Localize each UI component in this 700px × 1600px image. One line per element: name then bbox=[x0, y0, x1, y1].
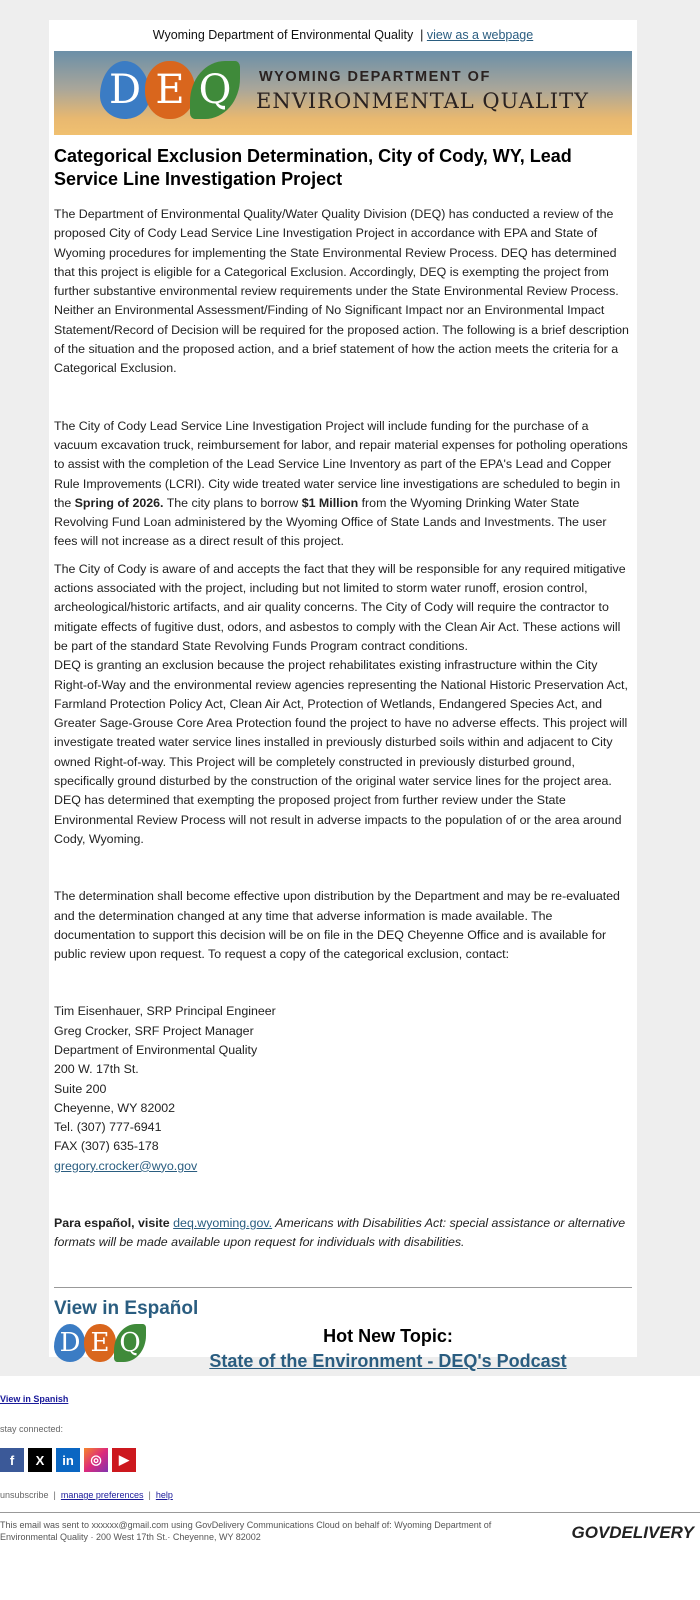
view-in-espanol-link[interactable]: View in Español bbox=[54, 1297, 199, 1319]
deq-banner bbox=[54, 51, 632, 135]
ada-notice: Americans with Disabilities Act: special assistance or alternative formats will be made available upon request for individuals with disabilities. bbox=[54, 1216, 626, 1250]
footer bbox=[0, 1376, 700, 1543]
paragraph-project bbox=[54, 417, 632, 552]
banner-line2: ENVIRONMENTAL QUALITY bbox=[256, 89, 589, 113]
logo-q-leaf-icon: Q bbox=[114, 1324, 146, 1362]
text: Para español, visite bbox=[54, 1216, 174, 1231]
contact-block bbox=[54, 1002, 632, 1176]
sent-to-notice: This email was sent to xxxxxx@gmail.com using GovDelivery Communications Cloud on behalf of: Wyoming Department of Environmental Quality · 200 West 17th St.· Cheyenne, WY 82002 bbox=[0, 1520, 492, 1542]
banner-line1: WYOMING DEPARTMENT OF bbox=[259, 69, 491, 85]
email-link[interactable]: gregory.crocker@wyo.gov bbox=[54, 1158, 198, 1173]
logo-d-drop-icon: D bbox=[54, 1324, 86, 1362]
contact-line: Cheyenne, WY 82002 bbox=[54, 1100, 176, 1115]
header-bar bbox=[54, 20, 632, 51]
contact-line: Greg Crocker, SRF Project Manager bbox=[54, 1023, 254, 1038]
view-in-spanish-link[interactable]: View in Spanish bbox=[0, 1394, 69, 1404]
divider bbox=[54, 1287, 632, 1288]
stay-connected-label: stay connected: bbox=[0, 1424, 64, 1434]
view-as-webpage-link[interactable]: view as a webpage bbox=[426, 28, 534, 42]
hot-topic bbox=[54, 1324, 632, 1374]
logo-d-drop-icon: D bbox=[100, 61, 150, 119]
separator: | bbox=[53, 1490, 56, 1500]
paragraph-determination: The determination shall become effective upon distribution by the Department and may be re-evaluated and the determination changed at any time that adverse information is made available. The documentation to support this decision will be on file in the DEQ Cheyenne Office and is available for public review upon request. To request a copy of the categorical exclusion, contact: bbox=[54, 889, 620, 962]
paragraph-exclusion: DEQ is granting an exclusion because the project rehabilitates existing infrastructure within the City Right-of-Way and the environmental review agencies representing the National Historic Preservation Act, Farmland Protection Policy Act, Clean Air Act, Protection of Wetlands, Endangered Species Act, and Greater Sage-Grouse Core Area Protection found the project to have no adverse effects. This project will investigate treated water service lines installed in previously disturbed soils within and adjacent to City owned Right-of-way. This Project will be completely constructed in previously disturbed ground, specifically ground disturbed by the construction of the original water service lines for the project area. DEQ has determined that exempting the proposed project from further review under the State Environmental Review Process will not result in adverse impacts to the population of or the area around Cody, Wyoming. bbox=[54, 658, 628, 846]
facebook-icon[interactable]: f bbox=[0, 1448, 24, 1472]
instagram-icon[interactable]: ◎ bbox=[84, 1448, 108, 1472]
loan-amount: $1 Million bbox=[301, 495, 359, 510]
podcast-link[interactable]: State of the Environment - DEQ's Podcast bbox=[209, 1350, 567, 1371]
help-link[interactable]: help bbox=[155, 1490, 173, 1500]
text: from the Wyoming Drinking Water State Revolving Fund Loan administered by the Wyoming Office of State Lands and Investments. The user fees will not increase as a direct result of this project. bbox=[54, 495, 607, 549]
separator: | bbox=[148, 1490, 151, 1500]
deq-logo bbox=[54, 1324, 154, 1368]
contact-line: Suite 200 bbox=[54, 1081, 107, 1096]
contact-line: Tel. (307) 777-6941 bbox=[54, 1120, 162, 1135]
contact-line: Tim Eisenhauer, SRP Principal Engineer bbox=[54, 1004, 276, 1019]
text: The city plans to borrow bbox=[163, 495, 302, 510]
separator: | bbox=[420, 28, 424, 42]
deq-website-link[interactable]: deq.wyoming.gov. bbox=[173, 1216, 273, 1231]
footer-links bbox=[0, 1490, 700, 1500]
legal-footer bbox=[0, 1512, 700, 1543]
org-name: Wyoming Department of Environmental Quality bbox=[152, 28, 414, 42]
email-card bbox=[49, 20, 637, 1371]
x-icon[interactable]: X bbox=[28, 1448, 52, 1472]
paragraph-mitigation: The City of Cody is aware of and accepts the fact that they will be responsible for any required mitigative actions associated with the project, including but not limited to storm water runoff, erosion control, archeological/historic artifacts, and air quality concerns. The City of Cody will require the contractor to mitigate effects of fugitive dust, odors, and asbestos to comply with the Clean Air Act. These actions will be part of the standard State Revolving Funds Program contract conditions. bbox=[54, 561, 626, 653]
youtube-icon[interactable]: ▶ bbox=[112, 1448, 136, 1472]
manage-preferences-link[interactable]: manage preferences bbox=[60, 1490, 144, 1500]
govdelivery-logo: GOVDELIVERY bbox=[571, 1523, 694, 1542]
logo-e-sun-icon: E bbox=[84, 1324, 116, 1362]
spanish-notice bbox=[54, 1214, 632, 1253]
logo-e-sun-icon: E bbox=[145, 61, 195, 119]
unsubscribe-link[interactable]: unsubscribe bbox=[0, 1490, 49, 1500]
start-date: Spring of 2026. bbox=[74, 495, 164, 510]
linkedin-icon[interactable]: in bbox=[56, 1448, 80, 1472]
page-title: Categorical Exclusion Determination, City of Cody, WY, Lead Service Line Investigation Project bbox=[54, 146, 572, 189]
contact-line: FAX (307) 635-178 bbox=[54, 1139, 159, 1154]
contact-line: 200 W. 17th St. bbox=[54, 1062, 139, 1077]
text: The City of Cody Lead Service Line Investigation Project will include funding for the purchase of a vacuum excavation truck, reimbursement for labor, and repair material expenses for potholing operations to assist with the completion of the Lead Service Line Inventory as part of the EPA's Lead and Copper Rule Improvements (LCRI). City wide treated water service line investigations are scheduled to begin in the bbox=[54, 418, 628, 510]
paragraph-intro: The Department of Environmental Quality/Water Quality Division (DEQ) has conducted a review of the proposed City of Cody Lead Service Line Investigation Project in accordance with EPA and State of Wyoming procedures for implementing the State Environmental Review Process. DEQ has determined that this project is eligible for a Categorical Exclusion. Accordingly, DEQ is exempting the project from further substantive environmental review requirements under the State Environmental Review Process. Neither an Environmental Assessment/Finding of No Significant Impact nor an Environmental Impact Statement/Record of Decision will be required for the proposed action. The following is a brief description of the situation and the proposed action, and a brief statement of how the action meets the criteria for a Categorical Exclusion. bbox=[54, 207, 629, 376]
hot-topic-title: Hot New Topic: bbox=[323, 1325, 453, 1346]
social-links bbox=[0, 1448, 700, 1472]
logo-q-leaf-icon: Q bbox=[190, 61, 240, 119]
contact-line: Department of Environmental Quality bbox=[54, 1042, 258, 1057]
